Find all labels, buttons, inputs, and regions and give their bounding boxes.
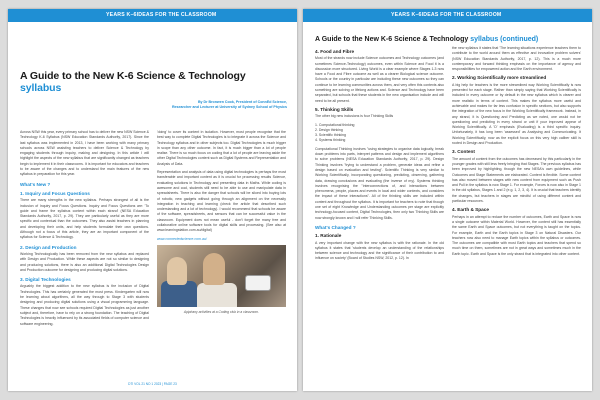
- list-item: 3. Scientific thinking: [315, 133, 346, 138]
- student-head: [203, 253, 225, 285]
- list-item: 2. Design thinking: [315, 127, 343, 132]
- student-figure: [197, 283, 237, 307]
- student-head: [167, 257, 187, 285]
- paragraph: the new syllabus it states that 'The learning situations experience teachers them to contribute to the world around them as effective and innovative problem solvers' (NSW Education Standards Authority, 2017, p. 12). This is a much more contemporary and forward thinking emphasis on the importance of agency and responsibilities for empowered action and the Earth environment.: [452, 46, 581, 72]
- website-link[interactable]: www.connectedscience.com.au/: [157, 236, 207, 241]
- article-columns: [20, 130, 286, 330]
- section-heading: 1. Inquiry and Focus Questions: [20, 190, 90, 196]
- column-right: [157, 130, 286, 330]
- list-item: 4. Systems thinking: [315, 138, 346, 143]
- column-right: [452, 46, 581, 265]
- paragraph: Representation and analysis of data using digital technologies is perhaps the most transferable and important content as it is crucial for processing results Science, evaluating solutions in Technology and presenting data in Maths. While coding is awesome and cool, students still need to be able to use and manipulate data in spreadsheets. There is also the danger that schools will be siloed into buying lots of robotic, new gadgets without going through an alignment on the necessity integration in teaching and learning (check the article that described such understanding and a lot of technology). I would recommend that schools be aware of the software, spreadsheets, and sensors that can be successful value in the classroom. Equipment does not mean useful - don't forget the many free and collaborative online software tools for digital skills and processing. (See also at www.learningstation.com.au/digital): [157, 170, 286, 233]
- paragraph: There are many strengths in the new syllabus. Perhaps strongest of all is the inclusion of Inquiry and Focus Questions. Inquiry and Focus Questions are: 'To guide and frame the syllabus content within each strand' (NESA Education Standards Authority, 2017, p. 29). They are particularly useful as they are more specific and contextual than the outcomes. They also assist teachers in planning and developing their units, and help students formulate their own questions. Although not a focus of this article, they are an important component of the syllabus for Science & Technology.: [20, 198, 149, 240]
- byline: [8, 100, 287, 110]
- title-accent: syllabus: [20, 82, 62, 94]
- thinking-skills-list: [315, 123, 444, 144]
- title-accent: syllabus: [470, 36, 499, 43]
- title-suffix: (continued): [498, 36, 539, 43]
- paragraph: Perhaps in an attempt to reduce the number of outcomes, Earth and Space is now a single outcome within Material World. However, the content still has essentially the same Earth and Space outcomes, but not everything is taught on the topics. For example, Earth and the Earth topics in Stage 3 on Natural Disasters. Our teachers now also need to manage Earth topics within the syllabus or outcomes. The outcomes are compatible with most Earth topics and teachers that spend so much time on them, sometimes are not in great ways and sometimes much in the Earth topic. Earth and Space is the only strand that is integrated into other content.: [452, 214, 581, 256]
- page-footer: DTI VOL 21 NO 1 2023 | PAGE 23: [128, 382, 177, 386]
- list-item: 1. Computational thinking: [315, 122, 355, 127]
- intro-paragraph: Across NSW this year, every primary school has to deliver the new NSW Science & Technology K-6 Syllabus (NSW Education Standards Authority, 2017). Since the last syllabus was implemented in 2013, I have been working with many primary schools across NSW assisting teachers to deliver Science & Technology by engaging students through inquiry, making and designing. In this article I will highlight the aspects of the new syllabus that are significantly changed as teachers begin to implement it in their classrooms. It is important for educators and teachers to be aware of the changes and to understand the main features of the new syllabus in preparation for this year.: [20, 130, 149, 177]
- article-columns: [315, 46, 581, 265]
- section-heading: 3. Digital Technologies: [20, 277, 71, 283]
- article-title: [20, 70, 287, 94]
- paragraph: The amount of content from the outcomes has decreased by this particularly in the younger grades with still less freely bringing that Stages. The previous syllabus has been improved by highlighting, though the new NESA's own guidelines, while Outcomes and Stage Statements are elaborated. Content is flexible. Some content has also moved between stages with new content from equipment such as Push and Pull in the syllabus is now Stage 1. For example, Forces is now also in Stage 1 in the old syllabus, Stages 1 and 2 (e.g. 1, 2, 3, 4). It is crucial that teachers identify the changes, but teachers in stages are mindful of using different content and particular resources.: [452, 156, 581, 204]
- robot-device: [245, 275, 271, 291]
- photo-caption: Apiphany activities at a Coding club in a classroom.: [183, 309, 260, 314]
- magazine-spread: [8, 9, 592, 391]
- section-heading: 2. Design and Production: [20, 244, 77, 250]
- section-heading: 5. Thinking Skills: [315, 106, 354, 112]
- whats-changed-heading: What's Changed ?: [315, 224, 356, 230]
- section-banner: YEARS K–6IDEAS FOR THE CLASSROOM: [8, 9, 297, 22]
- paragraph: Computational Thinking involves "using strategies to organise data logically, break down problems into parts, interpret patterns and design and implement algorithms to solve problems (NESA Education Standards Authority, 2017, p. 29). Design Thinking involves "trying to understand a problem, generate ideas and refine a design based on evaluation and testing". Scientific Thinking is very similar to Working Scientifically, incorporating questioning, predicting, observing, gathering data, drawing conclusions and evaluating (the inverse of my). Systems thinking involves recognising the "interconnections of, and interactions between phenomena, people, places and events in local and wider contexts, and considers the impact of these interactions". All of the thinking skills are included within content and throughout the syllabus. It is important for teachers to note that though one set of eight Knowledge and Understanding outcomes per stage are explicitly technology-focused content, Digital Technologies, then only two Thinking Skills are now strongly known and I will refer Thinking Skills.: [315, 146, 444, 220]
- section-heading: 4. Food and Fibre: [315, 49, 355, 54]
- section-heading: 4. Earth & Space: [452, 207, 489, 213]
- paragraph: 'doing' to cover its content in isolation. However, most people recognise that the best way to complete Digital Technologies is to integrate it across the Science and Technology syllabus and in other subjects too. Digital Technologies is much bigger in scope than any other outcome. In fact, it is much bigger than a lot of people realise. There is so much focus on coding that a lot of people are leaving aside the other Digital Technologies content such as Digital Systems and Representation and Analysis of Data.: [157, 130, 286, 166]
- paragraph: Arguably the biggest addition to the new syllabus is the inclusion of Digital Technologies. This has certainly generated the most press. Kindergarten will now be learning about algorithms, all the way through to Stage 3 with students designing and producing digital solutions using a visual programming language. These changes that now see schools required Digital Technologies as just another subject and, therefore, have to rely on a strong foundation. The teaching of Digital Technologies is heavily influenced by its associated fields of computer science and software engineering.: [20, 284, 149, 326]
- section-heading: 1. Rationale: [315, 233, 342, 239]
- classroom-photo: [157, 245, 286, 307]
- paragraph: Working Technologically has been removed from the new syllabus and replaced with Design and Production. While these aspects are not so similar to designing and producing solutions, there is also an additional Digital Technologies Design and Production outcome for designing and producing digital solutions.: [20, 251, 149, 272]
- title-text: A Guide to the New K-6 Science & Technology: [20, 70, 246, 82]
- section-heading: 2. Working Scientifically more streamlined: [452, 75, 547, 81]
- article-title: [315, 36, 582, 43]
- title-text: A Guide to the New K-6 Science & Technology: [315, 36, 471, 43]
- paragraph: A big help for teachers is the more streamlined way Working Scientifically is now presented for each stage. Rather than simply saying that Working Scientifically is included in every outcome or by default in the new syllabus which is clearer and more realistic in terms of content. This makes the syllabus more useful and achievable and makes for far less confusion in specific sections, but also supports the integration of the new focus in the Working Scientifically framework. Instead, in any strand, it is Questioning and Predicting as we noted, one would not be questioning and predicting in every strand or unit if your improved appear of Working Scientifically. A 'D' emphasis (Evaluating) is a third specific inquiry. Unfortunately, it has long been 'assessed' as Analysing and Communicating. It Working Scientifically, now as the explicit focus on this very high caliber skill is rooted in Design and Production.: [452, 82, 581, 146]
- page-left: [8, 9, 297, 391]
- paragraph: The other big new inclusions is four Thinking Skills: [315, 114, 394, 119]
- whats-new-heading: What's New ?: [20, 181, 51, 187]
- section-heading: 3. Content: [452, 149, 475, 155]
- column-left: [20, 130, 149, 330]
- page-right: [303, 9, 592, 391]
- column-left: [315, 46, 444, 265]
- byline-author: By Dr Bronwen Cook, President of ConnEd Science,: [197, 100, 287, 104]
- byline-affiliation: Researcher and Lecturer at University of Sydney School of Physics: [171, 105, 287, 109]
- paragraph: Most of the strands now include Science outcomes and Technology outcomes (and sometimes Science-Technology) outcomes, even within Science and Food it is a discussion more structured. Living World is a clear example where Stages 1-3 now have a Food and Fibre outcome as well as a clearer Biological science outcome. Schools or the country in particular are including these new outcomes so they can continue to be learning communities across them, and very often this contexts also something are solving or lifelong actions and. Science and Technology have been separated, but schools that these students in the new organisation include and will need to be all present.: [315, 56, 444, 103]
- section-banner: YEARS K–6IDEAS FOR THE CLASSROOM: [303, 9, 592, 22]
- paragraph: A very important change with the new syllabus is with the rationale. In the old syllabus it states that 'students develop an understanding of the relationships between science and technology and the significance of their contribution to and influence on society' (Board of Studies NSW, 2012, p. 12). In: [315, 240, 444, 261]
